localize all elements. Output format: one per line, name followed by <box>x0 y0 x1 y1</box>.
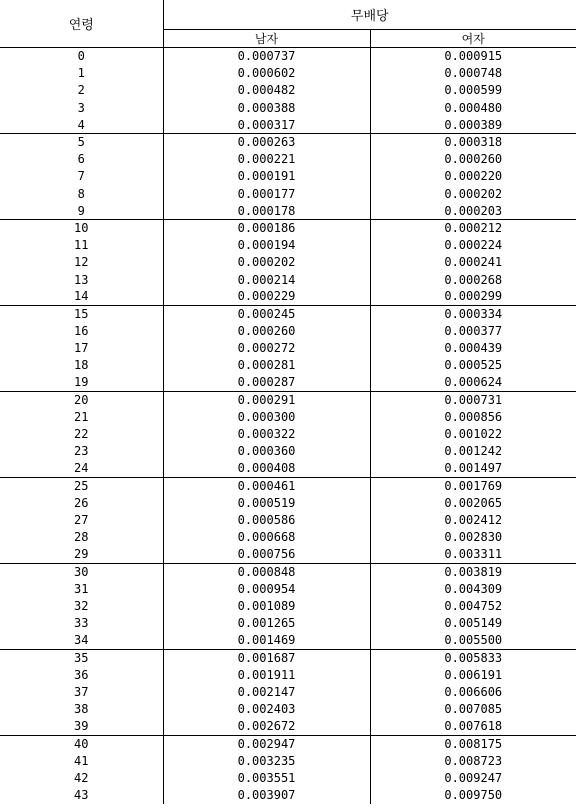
male-rate-cell: 0.000194 <box>163 237 370 254</box>
female-rate-cell: 0.000203 <box>444 203 503 218</box>
female-rate-cell: 0.000299 <box>444 289 503 304</box>
male-rate-cell: 0.002403 <box>163 701 370 718</box>
male-rate-cell: 0.000245 <box>163 305 370 322</box>
male-rate-cell: 0.000848 <box>163 563 370 580</box>
male-rate-cell: 0.000260 <box>163 323 370 340</box>
female-rate-cell: 0.004752 <box>444 599 503 614</box>
female-rate-cell: 0.000389 <box>444 117 503 132</box>
female-rate-cell: 0.000202 <box>444 186 503 201</box>
age-cell: 12 <box>0 254 163 271</box>
male-rate-cell: 0.000602 <box>163 65 370 82</box>
table-row <box>0 408 576 425</box>
female-rate-cell: 0.005149 <box>444 616 503 631</box>
table-row <box>0 82 576 99</box>
age-cell: 6 <box>0 151 163 168</box>
age-cell: 29 <box>0 546 163 563</box>
male-rate-cell: 0.002672 <box>163 718 370 735</box>
age-cell: 7 <box>0 168 163 185</box>
female-rate-cell: 0.006191 <box>444 667 503 682</box>
table-row <box>0 323 576 340</box>
table-row <box>0 65 576 82</box>
female-rate-cell: 0.003819 <box>370 563 576 580</box>
male-rate-cell: 0.000317 <box>163 116 370 133</box>
table-row <box>0 116 576 133</box>
female-rate-cell: 0.008175 <box>370 735 576 752</box>
male-rate-cell: 0.000178 <box>163 202 370 219</box>
female-rate-cell: 0.002412 <box>444 513 503 528</box>
age-cell: 1 <box>0 65 163 82</box>
age-cell: 31 <box>0 580 163 597</box>
female-rate-cell: 0.003311 <box>444 547 503 562</box>
table-row <box>0 133 576 150</box>
age-cell: 32 <box>0 598 163 615</box>
age-cell: 18 <box>0 357 163 374</box>
age-cell: 37 <box>0 683 163 700</box>
header-male: 남자 <box>163 30 370 48</box>
table-row <box>0 340 576 357</box>
table-row <box>0 787 576 804</box>
table-row <box>0 529 576 546</box>
female-rate-cell: 0.002830 <box>444 530 503 545</box>
table-row <box>0 168 576 185</box>
female-rate-cell: 0.002065 <box>444 495 503 510</box>
table-row <box>0 288 576 305</box>
male-rate-cell: 0.003907 <box>163 787 370 804</box>
age-cell: 34 <box>0 632 163 649</box>
table-row <box>0 271 576 288</box>
table-row <box>0 512 576 529</box>
female-rate-cell: 0.007085 <box>444 702 503 717</box>
age-cell: 9 <box>0 202 163 219</box>
table-row <box>0 48 576 65</box>
female-rate-cell: 0.005500 <box>444 633 503 648</box>
table-row <box>0 357 576 374</box>
female-rate-cell: 0.000260 <box>444 152 503 167</box>
table-row <box>0 546 576 563</box>
age-cell: 17 <box>0 340 163 357</box>
table-row <box>0 701 576 718</box>
female-rate-cell: 0.006606 <box>444 685 503 700</box>
female-rate-cell: 0.001022 <box>444 427 503 442</box>
male-rate-cell: 0.000668 <box>163 529 370 546</box>
male-rate-cell: 0.000737 <box>163 48 370 65</box>
age-cell: 39 <box>0 718 163 735</box>
male-rate-cell: 0.000482 <box>163 82 370 99</box>
female-rate-cell: 0.000915 <box>444 49 503 64</box>
male-rate-cell: 0.000191 <box>163 168 370 185</box>
age-cell: 15 <box>0 305 163 322</box>
female-rate-cell: 0.000224 <box>444 238 503 253</box>
female-rate-cell: 0.009750 <box>444 788 503 803</box>
age-cell: 11 <box>0 237 163 254</box>
age-cell: 14 <box>0 288 163 305</box>
male-rate-cell: 0.000388 <box>163 99 370 116</box>
age-cell: 38 <box>0 701 163 718</box>
age-cell: 28 <box>0 529 163 546</box>
table-row <box>0 735 576 752</box>
female-rate-cell: 0.000268 <box>444 272 503 287</box>
age-cell: 43 <box>0 787 163 804</box>
age-cell: 2 <box>0 82 163 99</box>
male-rate-cell: 0.000214 <box>163 271 370 288</box>
female-rate-cell: 0.000599 <box>444 83 503 98</box>
female-rate-cell: 0.000318 <box>370 133 576 150</box>
age-cell: 41 <box>0 752 163 769</box>
female-rate-cell: 0.000748 <box>444 66 503 81</box>
table-row <box>0 718 576 735</box>
header-female: 여자 <box>370 30 576 48</box>
male-rate-cell: 0.001911 <box>163 666 370 683</box>
table-row <box>0 426 576 443</box>
age-cell: 16 <box>0 323 163 340</box>
table-row <box>0 151 576 168</box>
table-row <box>0 254 576 271</box>
age-cell: 3 <box>0 99 163 116</box>
header-age: 연령 <box>0 0 163 48</box>
table-row <box>0 649 576 666</box>
table-row <box>0 666 576 683</box>
male-rate-cell: 0.001687 <box>163 649 370 666</box>
age-cell: 13 <box>0 271 163 288</box>
table-row <box>0 683 576 700</box>
female-rate-cell: 0.000624 <box>444 375 503 390</box>
male-rate-cell: 0.001265 <box>163 615 370 632</box>
male-rate-cell: 0.002947 <box>163 735 370 752</box>
female-rate-cell: 0.000731 <box>370 391 576 408</box>
male-rate-cell: 0.000287 <box>163 374 370 391</box>
male-rate-cell: 0.001469 <box>163 632 370 649</box>
table-row <box>0 494 576 511</box>
age-cell: 20 <box>0 391 163 408</box>
age-cell: 42 <box>0 769 163 786</box>
male-rate-cell: 0.000186 <box>163 219 370 236</box>
male-rate-cell: 0.000322 <box>163 426 370 443</box>
male-rate-cell: 0.000202 <box>163 254 370 271</box>
table-row <box>0 769 576 786</box>
female-rate-cell: 0.001497 <box>444 461 503 476</box>
age-cell: 23 <box>0 443 163 460</box>
female-rate-cell: 0.007618 <box>444 719 503 734</box>
male-rate-cell: 0.003551 <box>163 769 370 786</box>
table-row <box>0 477 576 494</box>
age-cell: 8 <box>0 185 163 202</box>
age-cell: 36 <box>0 666 163 683</box>
age-cell: 26 <box>0 494 163 511</box>
female-rate-cell: 0.001242 <box>444 444 503 459</box>
female-rate-cell: 0.001769 <box>370 477 576 494</box>
male-rate-cell: 0.000221 <box>163 151 370 168</box>
table-row <box>0 598 576 615</box>
male-rate-cell: 0.000229 <box>163 288 370 305</box>
table-row <box>0 202 576 219</box>
female-rate-cell: 0.000212 <box>370 219 576 236</box>
male-rate-cell: 0.000281 <box>163 357 370 374</box>
table-row <box>0 460 576 477</box>
table-row <box>0 99 576 116</box>
female-rate-cell: 0.000439 <box>444 341 503 356</box>
female-rate-cell: 0.000480 <box>444 100 503 115</box>
age-cell: 0 <box>0 48 163 65</box>
table-row <box>0 237 576 254</box>
male-rate-cell: 0.000177 <box>163 185 370 202</box>
table-row <box>0 374 576 391</box>
table-row <box>0 185 576 202</box>
male-rate-cell: 0.000519 <box>163 494 370 511</box>
male-rate-cell: 0.001089 <box>163 598 370 615</box>
male-rate-cell: 0.002147 <box>163 683 370 700</box>
age-cell: 19 <box>0 374 163 391</box>
female-rate-cell: 0.000241 <box>444 255 503 270</box>
male-rate-cell: 0.000263 <box>163 133 370 150</box>
table-body <box>0 48 576 804</box>
age-cell: 30 <box>0 563 163 580</box>
age-cell: 4 <box>0 116 163 133</box>
age-cell: 5 <box>0 133 163 150</box>
age-cell: 33 <box>0 615 163 632</box>
male-rate-cell: 0.000954 <box>163 580 370 597</box>
table-header <box>0 0 576 48</box>
header-group: 무배당 <box>163 0 576 30</box>
male-rate-cell: 0.000461 <box>163 477 370 494</box>
age-cell: 40 <box>0 735 163 752</box>
female-rate-cell: 0.000856 <box>444 410 503 425</box>
age-cell: 24 <box>0 460 163 477</box>
male-rate-cell: 0.000272 <box>163 340 370 357</box>
male-rate-cell: 0.003235 <box>163 752 370 769</box>
table-row <box>0 632 576 649</box>
age-cell: 10 <box>0 219 163 236</box>
table-row <box>0 219 576 236</box>
age-cell: 22 <box>0 426 163 443</box>
table-row <box>0 752 576 769</box>
table-row <box>0 391 576 408</box>
male-rate-cell: 0.000360 <box>163 443 370 460</box>
table-row <box>0 580 576 597</box>
female-rate-cell: 0.000525 <box>444 358 503 373</box>
table-row <box>0 305 576 322</box>
age-cell: 25 <box>0 477 163 494</box>
age-cell: 27 <box>0 512 163 529</box>
male-rate-cell: 0.000756 <box>163 546 370 563</box>
male-rate-cell: 0.000300 <box>163 408 370 425</box>
female-rate-cell: 0.000377 <box>444 324 503 339</box>
female-rate-cell: 0.004309 <box>444 581 503 596</box>
female-rate-cell: 0.008723 <box>444 753 503 768</box>
table-row <box>0 563 576 580</box>
table-row <box>0 443 576 460</box>
male-rate-cell: 0.000291 <box>163 391 370 408</box>
age-cell: 21 <box>0 408 163 425</box>
female-rate-cell: 0.000334 <box>370 305 576 322</box>
age-cell: 35 <box>0 649 163 666</box>
table-row <box>0 615 576 632</box>
female-rate-cell: 0.009247 <box>444 770 503 785</box>
female-rate-cell: 0.000220 <box>444 169 503 184</box>
male-rate-cell: 0.000586 <box>163 512 370 529</box>
female-rate-cell: 0.005833 <box>370 649 576 666</box>
male-rate-cell: 0.000408 <box>163 460 370 477</box>
